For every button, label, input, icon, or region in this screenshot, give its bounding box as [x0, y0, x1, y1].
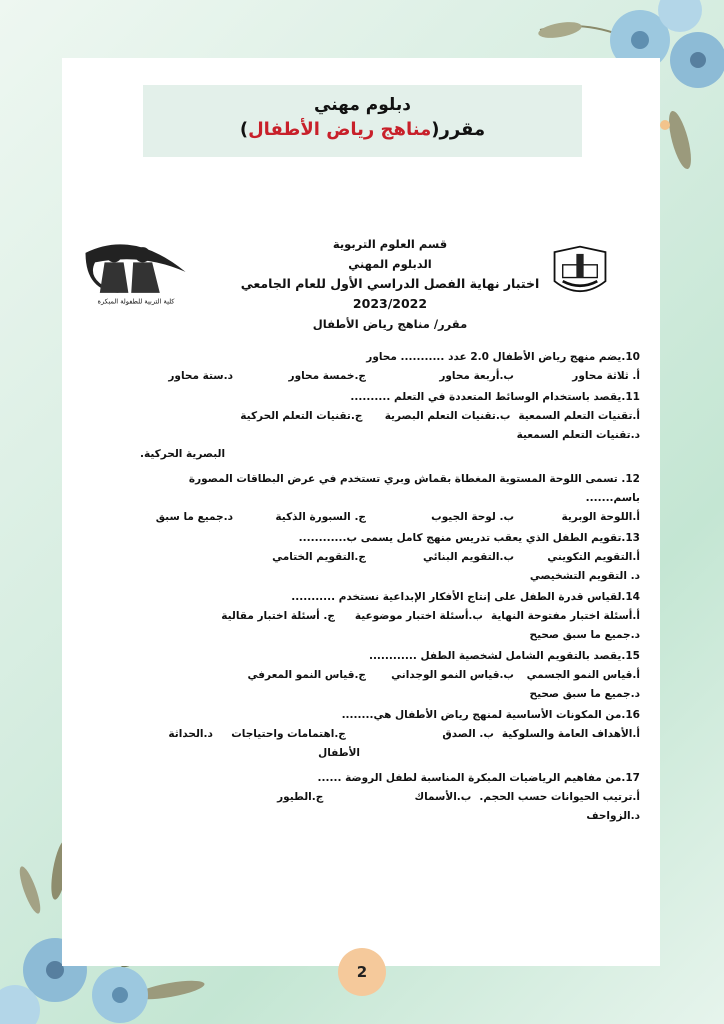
program: الدبلوم المهني — [348, 257, 432, 271]
option: أ.ترتيب الحيوانات حسب الحجم. — [479, 791, 640, 803]
option-wrap: الأطفال — [318, 747, 360, 759]
option: ج.الطيور — [277, 791, 324, 803]
option: أ. ثلاثة محاور — [572, 370, 640, 382]
option: د.الحداثة — [168, 728, 213, 740]
option: ب.الأسماك — [414, 791, 472, 803]
option: أ.قياس النمو الجسمي — [526, 669, 640, 681]
title-line2: مقرر(مناهج رياض الأطفال) — [239, 119, 486, 140]
title-course: مناهج رياض الأطفال — [248, 119, 432, 140]
option: ج.اهتمامات واحتياجات — [231, 728, 346, 740]
options-16 — [140, 725, 640, 744]
option: ب.أسئلة اختبار موضوعية — [354, 610, 483, 622]
course-name: مقرر/ مناهج رياض الأطفال — [312, 317, 468, 331]
exam-header — [220, 234, 560, 334]
option: ب. الصدق — [442, 728, 494, 740]
options-13 — [140, 548, 640, 586]
exam-content — [140, 234, 640, 826]
options-12 — [140, 508, 640, 527]
option: أ.تقنيات التعلم السمعية — [518, 410, 640, 422]
option: أ.أسئلة اختبار مفتوحة النهاية — [490, 610, 640, 622]
option: د. التقويم التشخيصي — [529, 570, 640, 582]
question-16: 16.من المكونات الأساسية لمنهج رياض الأطفال هي........ — [341, 709, 640, 721]
option: د.الزواحف — [586, 810, 640, 822]
option: ب.أربعة محاور — [439, 370, 514, 382]
option: ب. لوحة الجيوب — [431, 511, 514, 523]
option: ج. أسئلة اختبار مقالية — [221, 610, 335, 622]
options-14 — [140, 607, 640, 645]
option: أ.التقويم التكويني — [547, 551, 640, 563]
question-12: 12. تسمى اللوحة المستوية المغطاة بقماش وبري تستخدم في عرض البطاقات المصورة باسم....... — [188, 473, 640, 504]
exam-title: اختبار نهاية الفصل الدراسي الأول للعام الجامعي 2023/2022 — [240, 276, 540, 311]
option: أ.اللوحة الوبرية — [561, 511, 640, 523]
options-15 — [140, 666, 640, 704]
option: د.جميع ما سبق صحيح — [529, 629, 640, 641]
option: د.تقنيات التعلم السمعية — [516, 429, 640, 441]
title-line1: دبلوم مهني — [314, 95, 411, 115]
title-prefix: مقرر — [439, 119, 486, 140]
option: أ.الأهداف العامة والسلوكية — [501, 728, 640, 740]
question-14: 14.لقياس قدرة الطفل على إنتاج الأفكار الإبداعية نستخدم ........... — [291, 591, 640, 603]
college-logo-caption: كلية التربية للطفولة المبكرة — [97, 297, 175, 306]
option: ب.قياس النمو الوجداني — [391, 669, 514, 681]
question-10: 10.يضم منهج رياض الأطفال 2.0 عدد ........... محاور — [366, 351, 640, 363]
options-17 — [140, 788, 640, 826]
option: ب.تقنيات التعلم البصرية — [384, 410, 511, 422]
option: ج.قياس النمو المعرفي — [247, 669, 366, 681]
question-15: 15.يقصد بالتقويم الشامل لشخصية الطفل ............ — [368, 650, 640, 662]
options-10 — [140, 367, 640, 386]
option-wrap: البصرية الحركية. — [140, 448, 226, 460]
option: د.جميع ما سبق — [155, 511, 233, 523]
department: قسم العلوم التربوية — [332, 237, 448, 251]
option: ج. السبورة الذكية — [275, 511, 366, 523]
question-17: 17.من مفاهيم الرياضيات المبكرة المناسبة لطفل الروضة ...... — [317, 772, 640, 784]
option: ب.التقويم البنائي — [423, 551, 514, 563]
question-13: 13.تقويم الطفل الذي يعقب تدريس منهج كامل يسمى ب............ — [298, 532, 640, 544]
option: ج.خمسة محاور — [288, 370, 366, 382]
question-11: 11.يقصد باستخدام الوسائط المتعددة في التعلم .......... — [350, 391, 640, 403]
options-11 — [140, 407, 640, 445]
title-banner — [143, 85, 582, 157]
option: ج.تقنيات التعلم الحركية — [240, 410, 363, 422]
option: د.ستة محاور — [168, 370, 233, 382]
page-number: 2 — [338, 948, 386, 996]
option: ج.التقويم الختامي — [272, 551, 366, 563]
option: د.جميع ما سبق صحيح — [529, 688, 640, 700]
